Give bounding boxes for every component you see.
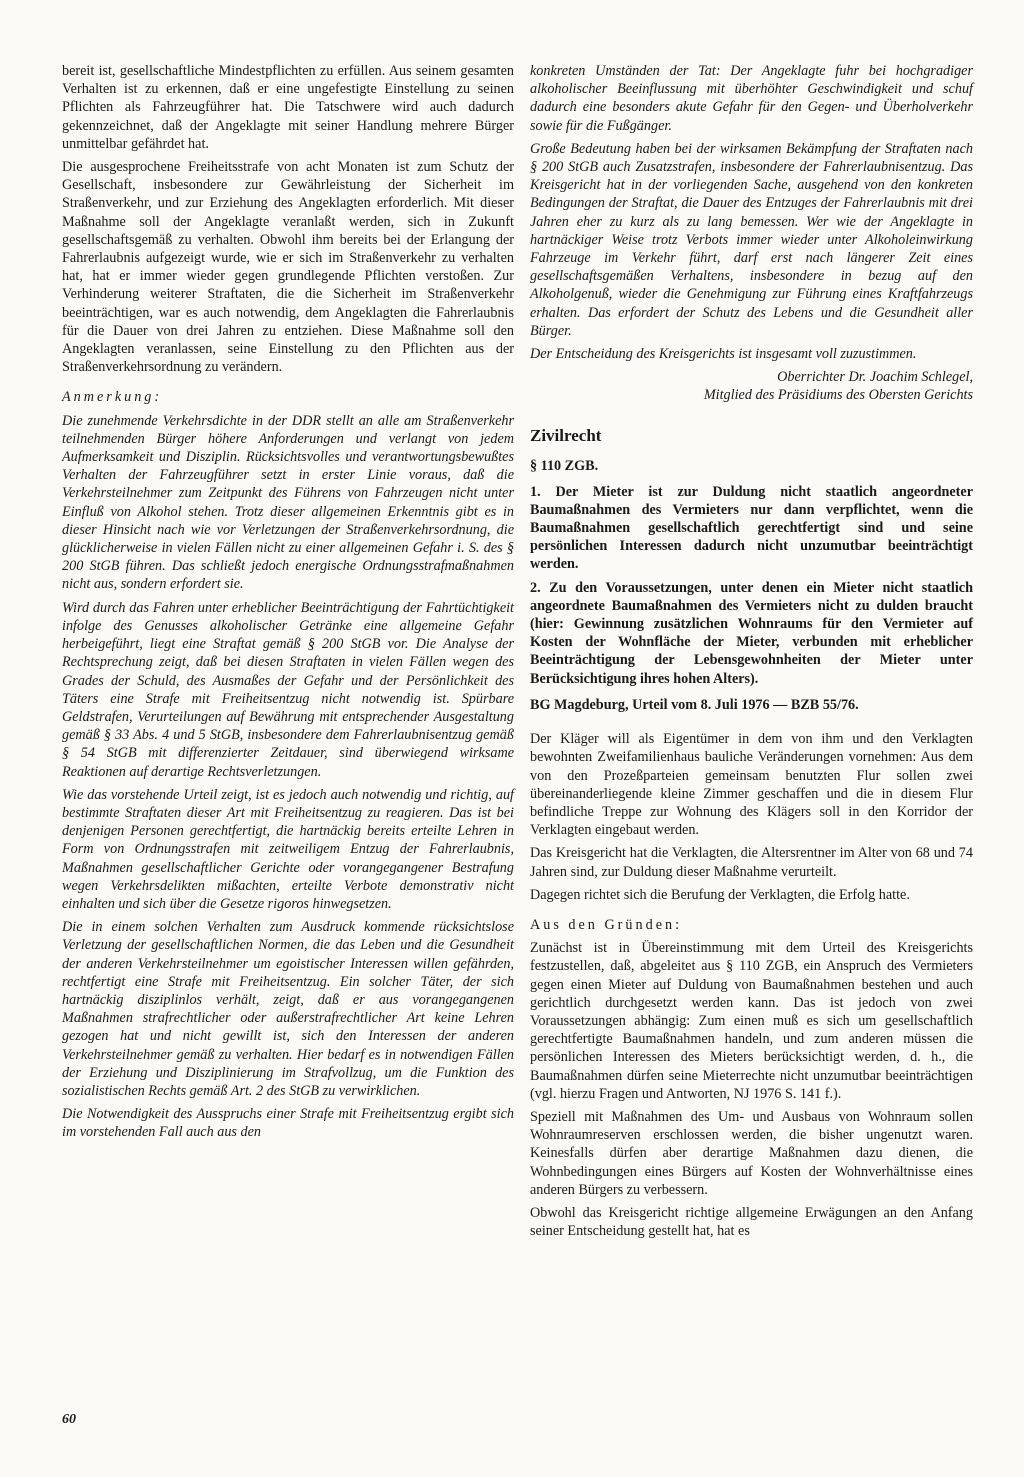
reasons-heading: Aus den Gründen:	[530, 916, 683, 933]
signature-name: Oberrichter Dr. Joachim Schlegel,	[777, 369, 973, 386]
paragraph: Der Kläger will als Eigentümer in dem von ihm und den Verklagten bewohnten Zweifamilienhaus bauliche Veränderungen vornehmen: Aus dem von den Prozeßparteien gemeinsam benutzten Flur sollen zwei übereinanderliegende kleine Zimmer geschaffen und die in diesem Flur befindliche Treppe zur Wohnung des Klägers soll in den Korridor der Verklagten eingebaut werden.	[530, 731, 973, 839]
paragraph: Das Kreisgericht hat die Verklagten, die Altersrentner im Alter von 68 und 74 Jahren sind, zur Duldung dieser Maßnahme verurteilt.	[530, 845, 973, 880]
signature-title: Mitglied des Präsidiums des Obersten Gerichts	[703, 387, 973, 404]
paragraph: Wie das vorstehende Urteil zeigt, ist es jedoch auch notwendig und richtig, auf bestimmte Straftaten dieser Art mit Freiheitsentzug zu reagieren. Das ist bei denjenigen Personen gerechtfertigt, die hartnäckig bereits erteilte Lehren in Form von Ordnungsstrafen mit zeitweiligem Entzug der Fahrerlaubnis, Maßnahmen gesellschaftlicher Gerichte oder vorangegangener Bestrafung wegen Verkehrsdelikten mißachten, erteilte Verbote demonstrativ nicht einhalten und sich über die Gesetze rigoros hinwegsetzen.	[62, 786, 514, 912]
section-heading: Zivilrecht	[530, 425, 602, 445]
page-number: 60	[62, 1412, 76, 1427]
paragraph: Dagegen richtet sich die Berufung der Verklagten, die Erfolg hatte.	[530, 886, 910, 903]
paragraph: Die zunehmende Verkehrsdichte in der DDR stellt an alle am Straßenverkehr teilnehmenden Bürger höhere Anforderungen und verlangt von jedem Aufmerksamkeit und Disziplin. Rücksichtsvolles und verantwortungsbewußtes Verhalten der Fahrzeugführer setzt in erster Linie voraus, daß die Verkehrsteilnehmer zum Zeitpunkt des Führens von Fahrzeugen nicht unter Einfluß von Alkohol stehen. Trotz dieser allgemeinen Erkenntnis gibt es in dieser Hinsicht nach wie vor Verletzungen der Straßenverkehrsordnung, die glücklicherweise in vielen Fällen nicht zu einer allgemeinen Gefahr i. S. des § 200 StGB führen. Das schließt jedoch energische Ordnungsstrafmaßnahmen nicht aus, sondern erfordert sie.	[62, 412, 514, 593]
paragraph: Speziell mit Maßnahmen des Um- und Ausbaus von Wohnraum sollen Wohnraumreserven erschlossen werden, die bisher ungenutzt waren. Keinesfalls dürfen aber derartige Maßnahmen dazu dienen, die Wohnbedingungen eines Bürgers auf Kosten der Wohnverhältnisse eines anderen Bürgers zu verbessern.	[530, 1108, 973, 1198]
statute-reference: § 110 ZGB.	[530, 457, 599, 474]
right-column	[530, 62, 973, 1245]
paragraph: Große Bedeutung haben bei der wirksamen Bekämpfung der Straftaten nach § 200 StGB auch Zusatzstrafen, insbesondere der Fahrerlaubnisentzug. Das Kreisgericht hat in der vorliegenden Sache, ausgehend von den konkreten Bedingungen der Straftat, die Dauer des Entzuges der Fahrerlaubnis mit drei Jahren eher zu kurz als zu lang bemessen. Wer wie der Angeklagte in hartnäckiger Weise trotz Verbots immer wieder unter Alkoholeinwirkung Fahrzeuge im Verkehr führt, darf erst nach längerer Zeit eines gesellschaftsgemäßen Verhaltens, insbesondere in bezug auf den Alkoholgenuß, wieder die Genehmigung zur Führung eines Kraftfahrzeugs erhalten. Das erfordert der Schutz des Lebens und die Gesundheit aller Bürger.	[530, 140, 973, 339]
paragraph: Die ausgesprochene Freiheitsstrafe von acht Monaten ist zum Schutz der Gesellschaft, insbesondere zur Gewährleistung der Sicherheit im Straßenverkehr, und zur Erziehung des Angeklagten erforderlich. Mit dieser Maßnahme soll der Angeklagte veranlaßt werden, sich in Zukunft gesellschaftsgemäß zu verhalten. Obwohl ihm bereits bei der Erlangung der Fahrerlaubnis aufgezeigt wurde, wie er sich im Straßenverkehr zu verhalten hat, hat er immer wieder gegen grundlegende Pflichten verstoßen. Zur Verhinderung weiterer Straftaten, die die Sicherheit im Straßenverkehr beeinträchtigen, war es auch notwendig, dem Angeklagten die Fahrerlaubnis für die Dauer von drei Jahren zu entziehen. Diese Maßnahme soll den Angeklagten veranlassen, seine Einstellung zu den Pflichten aus der Straßenverkehrsordnung zu verändern.	[62, 159, 514, 376]
annotation-heading: Anmerkung:	[62, 389, 163, 406]
paragraph: konkreten Umständen der Tat: Der Angeklagte fuhr bei hochgradiger alkoholischer Beeinflussung mit überhöhter Geschwindigkeit und schuf dadurch eine besonders akute Gefahr für den Gegen- und Überholverkehr sowie für die Fußgänger.	[530, 63, 973, 134]
paragraph: Obwohl das Kreisgericht richtige allgemeine Erwägungen an den Anfang seiner Entscheidung gestellt hat, hat es	[530, 1204, 973, 1240]
paragraph: Wird durch das Fahren unter erheblicher Beeinträchtigung der Fahrtüchtigkeit infolge des Genusses alkoholischer Getränke eine allgemeine Gefahr herbeigeführt, liegt eine Straftat gemäß § 200 StGB vor. Die Analyse der Rechtsprechung zeigt, daß bei diesen Straftaten in vielen Fällen wegen des Grades der Schuld, des Ausmaßes der Gefahr und der Persönlichkeit des Täters eine Strafe mit Freiheitsentzug nicht notwendig ist. Spürbare Geldstrafen, Verurteilungen auf Bewährung mit entsprechender Ausgestaltung gemäß § 33 Abs. 4 und 5 StGB, insbesondere dem Fahrerlaubnisentzug gemäß § 54 StGB mit differenzierter Zeitdauer, sind überwiegend wirksame Reaktionen auf derartige Rechtsverletzungen.	[62, 599, 514, 780]
headnote-2: 2. Zu den Voraussetzungen, unter denen ein Mieter nicht staatlich angeordnete Baumaßnahmen des Vermieters nicht zu dulden braucht (hier: Gewinnung zusätzlichen Wohnraums für den Vermieter auf Kosten der Wohnfläche der Mieter, verbunden mit erheblicher Beeinträchtigung der Lebensgewohnheiten der Mieter unter Berücksichtigung ihres hohen Alters).	[530, 579, 973, 687]
court-citation: BG Magdeburg, Urteil vom 8. Juli 1976 — BZB 55/76.	[530, 696, 859, 713]
paragraph: Die in einem solchen Verhalten zum Ausdruck kommende rücksichtslose Verletzung der gesellschaftlichen Normen, die das Leben und die Gesundheit der anderen Verkehrsteilnehmer um egoistischer Interessen willen gefährden, rechtfertigt eine Strafe mit Freiheitsentzug. Ein solcher Täter, der sich hartnäckig disziplinlos verhält, zeigt, daß er aus vorangegangenen Maßnahmen strafrechtlicher oder außerstrafrechtlicher Art keine Lehren gezogen hat und nicht gewillt ist, sich den Interessen der anderen Verkehrsteilnehmer gemäß zu verhalten. Hier bedarf es in notwendigen Fällen der Erziehung und Disziplinierung im Strafvollzug, um die Funktion des sozialistischen Rechts gemäß Art. 2 des StGB zu verwirklichen.	[62, 919, 514, 1099]
left-column	[62, 62, 514, 1147]
paragraph: Zunächst ist in Übereinstimmung mit dem Urteil des Kreisgerichts festzustellen, daß, abgeleitet aus § 110 ZGB, ein Anspruch des Vermieters gegen einen Mieter auf Duldung von Baumaßnahmen bestehen und auch gerichtlich durchgesetzt werden kann. Das ist jedoch von zwei Voraussetzungen abhängig: Zum einen muß es sich um gesellschaftlich gerechtfertigte Baumaßnahmen handeln, und zum anderen müssen die persönlichen Interessen des Mieters berücksichtigt werden, d. h., die Baumaßnahmen dürfen seine Mieterrechte nicht unzumutbar beeinträchtigen (vgl. hierzu Fragen und Antworten, NJ 1976 S. 141 f.).	[530, 940, 973, 1102]
paragraph: Die Notwendigkeit des Ausspruchs einer Strafe mit Freiheitsentzug ergibt sich im vorstehenden Fall auch aus den	[62, 1106, 514, 1141]
headnote-1: 1. Der Mieter ist zur Duldung nicht staatlich angeordneter Baumaßnahmen des Vermieters nur dann verpflichtet, wenn die Baumaßnahmen gesellschaftlich gerechtfertigt sind und seine persönlichen Interessen dadurch nicht unzumutbar beeinträchtigt werden.	[530, 483, 973, 573]
paragraph: bereit ist, gesellschaftliche Mindestpflichten zu erfüllen. Aus seinem gesamten Verhalten ist zu erkennen, daß er eine ungefestigte Einstellung zu seinen Pflichten als Fahrzeugführer hat. Die Tatschwere wird auch dadurch gekennzeichnet, daß der Angeklagte mit seiner Handlung mehrere Bürger unmittelbar gefährdet hat.	[62, 63, 514, 152]
paragraph: Der Entscheidung des Kreisgerichts ist insgesamt voll zuzustimmen.	[530, 346, 917, 363]
